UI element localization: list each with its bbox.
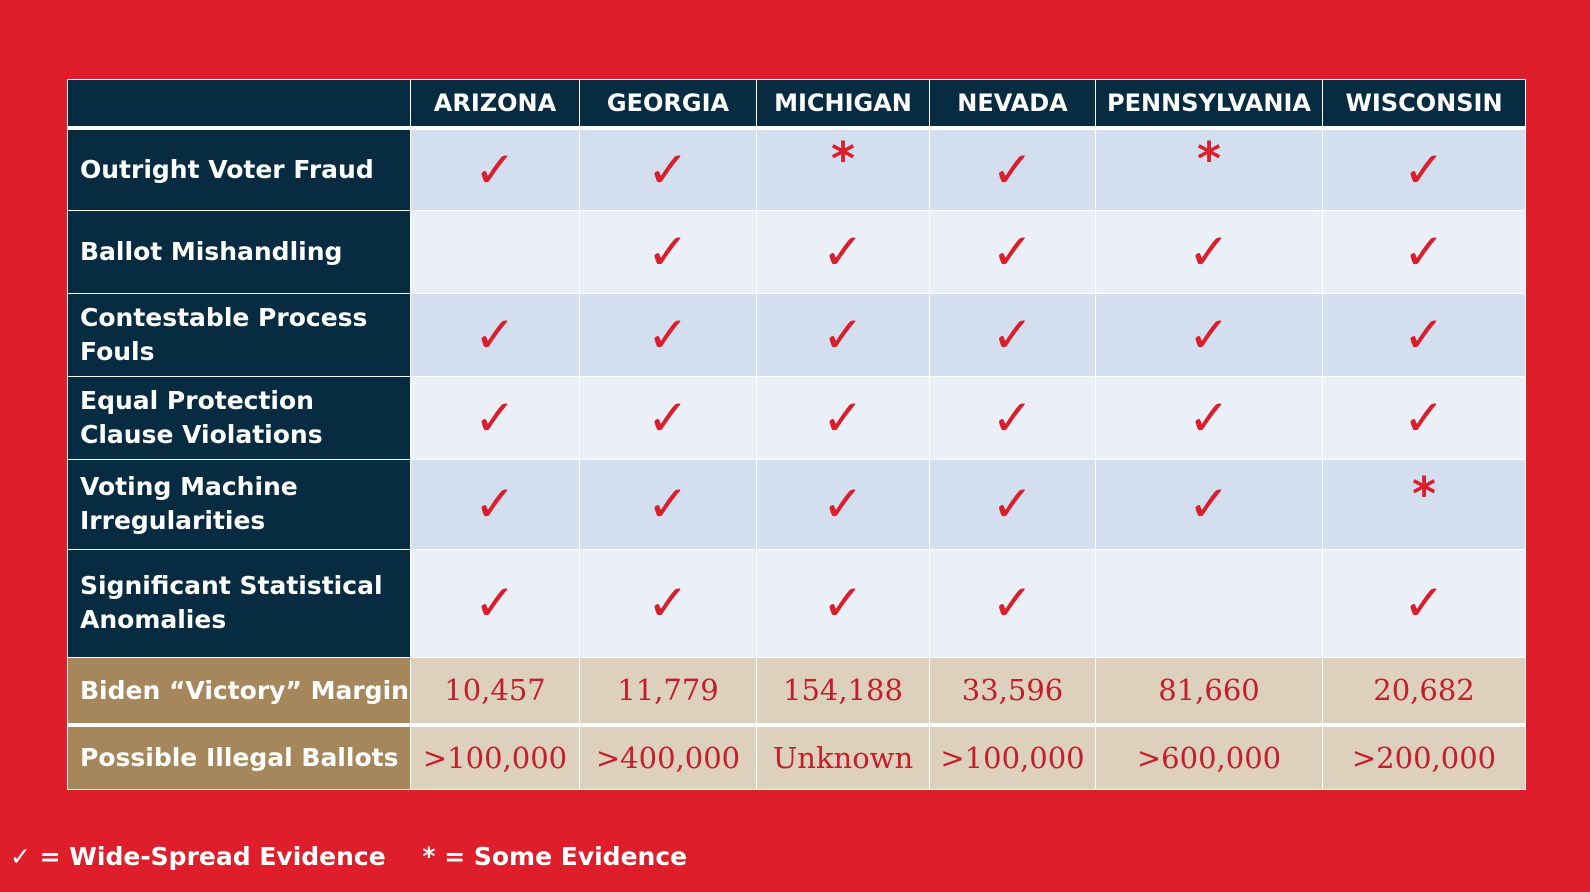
evidence-cell bbox=[930, 210, 1096, 293]
check-icon: ✓ bbox=[1403, 305, 1445, 364]
header-arizona: ARIZONA bbox=[411, 80, 580, 129]
asterisk-icon: * bbox=[1411, 466, 1437, 521]
row-label: Contestable Process Fouls bbox=[68, 293, 411, 376]
check-icon: ✓ bbox=[647, 222, 689, 281]
header-row bbox=[68, 80, 1526, 129]
table-row bbox=[68, 210, 1526, 293]
evidence-cell bbox=[930, 293, 1096, 376]
evidence-cell bbox=[930, 128, 1096, 210]
check-icon: ✓ bbox=[1188, 222, 1230, 281]
check-icon: ✓ bbox=[822, 388, 864, 447]
check-icon: ✓ bbox=[822, 305, 864, 364]
evidence-cell bbox=[1096, 459, 1323, 549]
margin-value-nevada: 33,596 bbox=[930, 657, 1096, 725]
evidence-cell bbox=[1096, 128, 1323, 210]
margin-label: Biden “Victory” Margin bbox=[68, 657, 411, 725]
evidence-cell bbox=[757, 293, 930, 376]
check-icon: ✓ bbox=[647, 475, 689, 533]
evidence-cell bbox=[757, 459, 930, 549]
row-label: Ballot Mishandling bbox=[68, 210, 411, 293]
row-label: Voting Machine Irregularities bbox=[68, 459, 411, 549]
table-row bbox=[68, 459, 1526, 549]
illegal-ballots-label: Possible Illegal Ballots bbox=[68, 725, 411, 789]
evidence-cell bbox=[1096, 293, 1323, 376]
margin-value-arizona: 10,457 bbox=[411, 657, 580, 725]
header-pennsylvania: PENNSYLVANIA bbox=[1096, 80, 1323, 129]
row-label: Significant Statistical Anomalies bbox=[68, 549, 411, 657]
check-icon: ✓ bbox=[647, 140, 689, 199]
evidence-cell bbox=[411, 293, 580, 376]
evidence-cell bbox=[1096, 210, 1323, 293]
check-icon: ✓ bbox=[474, 475, 516, 533]
asterisk-icon: * bbox=[830, 132, 856, 187]
check-icon: ✓ bbox=[474, 305, 516, 364]
evidence-cell bbox=[580, 210, 757, 293]
check-icon: ✓ bbox=[822, 574, 864, 632]
legend-check: ✓ = Wide-Spread Evidence bbox=[10, 842, 386, 871]
evidence-cell bbox=[1323, 376, 1526, 459]
row-label: Equal Protection Clause Violations bbox=[68, 376, 411, 459]
illegal-value-nevada: >100,000 bbox=[930, 725, 1096, 789]
evidence-cell bbox=[757, 128, 930, 210]
evidence-cell bbox=[411, 376, 580, 459]
margin-row bbox=[68, 657, 1526, 725]
check-icon: ✓ bbox=[1188, 388, 1230, 447]
evidence-cell bbox=[757, 376, 930, 459]
margin-value-georgia: 11,779 bbox=[580, 657, 757, 725]
check-icon: ✓ bbox=[474, 574, 516, 632]
evidence-cell bbox=[1323, 128, 1526, 210]
evidence-cell bbox=[411, 128, 580, 210]
check-icon: ✓ bbox=[822, 222, 864, 281]
evidence-cell bbox=[1096, 549, 1323, 657]
evidence-table bbox=[67, 79, 1526, 790]
check-icon: ✓ bbox=[1403, 388, 1445, 447]
evidence-cell bbox=[411, 459, 580, 549]
legend bbox=[10, 842, 715, 871]
evidence-cell bbox=[580, 376, 757, 459]
illegal-value-wisconsin: >200,000 bbox=[1323, 725, 1526, 789]
margin-value-wisconsin: 20,682 bbox=[1323, 657, 1526, 725]
evidence-cell bbox=[580, 293, 757, 376]
check-icon: ✓ bbox=[647, 305, 689, 364]
evidence-cell bbox=[411, 549, 580, 657]
evidence-cell bbox=[930, 549, 1096, 657]
check-icon: ✓ bbox=[1403, 222, 1445, 281]
legend-star: * = Some Evidence bbox=[422, 842, 688, 871]
illegal-value-georgia: >400,000 bbox=[580, 725, 757, 789]
evidence-cell bbox=[1323, 293, 1526, 376]
header-corner bbox=[68, 80, 411, 129]
evidence-cell bbox=[1323, 210, 1526, 293]
header-georgia: GEORGIA bbox=[580, 80, 757, 129]
check-icon: ✓ bbox=[474, 140, 516, 199]
evidence-cell bbox=[757, 549, 930, 657]
check-icon: ✓ bbox=[991, 222, 1034, 281]
evidence-cell bbox=[580, 459, 757, 549]
check-icon: ✓ bbox=[1188, 475, 1230, 533]
asterisk-icon: * bbox=[1196, 132, 1222, 187]
table-row bbox=[68, 128, 1526, 210]
evidence-cell bbox=[1096, 376, 1323, 459]
illegal-value-arizona: >100,000 bbox=[411, 725, 580, 789]
illegal-value-michigan: Unknown bbox=[757, 725, 930, 789]
check-icon: ✓ bbox=[1403, 574, 1445, 632]
check-icon: ✓ bbox=[822, 475, 864, 533]
evidence-cell bbox=[580, 549, 757, 657]
check-icon: ✓ bbox=[991, 475, 1034, 533]
evidence-cell bbox=[930, 376, 1096, 459]
margin-value-pennsylvania: 81,660 bbox=[1096, 657, 1323, 725]
row-label: Outright Voter Fraud bbox=[68, 128, 411, 210]
illegal-value-pennsylvania: >600,000 bbox=[1096, 725, 1323, 789]
table-row bbox=[68, 293, 1526, 376]
header-wisconsin: WISCONSIN bbox=[1323, 80, 1526, 129]
illegal-ballots-row bbox=[68, 725, 1526, 789]
evidence-cell bbox=[1323, 459, 1526, 549]
header-michigan: MICHIGAN bbox=[757, 80, 930, 129]
evidence-cell bbox=[930, 459, 1096, 549]
check-icon: ✓ bbox=[647, 388, 689, 447]
table-row bbox=[68, 376, 1526, 459]
evidence-cell bbox=[1323, 549, 1526, 657]
margin-value-michigan: 154,188 bbox=[757, 657, 930, 725]
check-icon: ✓ bbox=[1188, 305, 1230, 364]
header-nevada: NEVADA bbox=[930, 80, 1096, 129]
evidence-cell bbox=[580, 128, 757, 210]
check-icon: ✓ bbox=[474, 388, 516, 447]
evidence-cell bbox=[757, 210, 930, 293]
check-icon: ✓ bbox=[991, 305, 1034, 364]
check-icon: ✓ bbox=[647, 574, 689, 632]
check-icon: ✓ bbox=[1403, 140, 1445, 199]
check-icon: ✓ bbox=[991, 140, 1034, 199]
check-icon: ✓ bbox=[991, 388, 1034, 447]
table-row bbox=[68, 549, 1526, 657]
evidence-cell bbox=[411, 210, 580, 293]
check-icon: ✓ bbox=[991, 574, 1034, 632]
